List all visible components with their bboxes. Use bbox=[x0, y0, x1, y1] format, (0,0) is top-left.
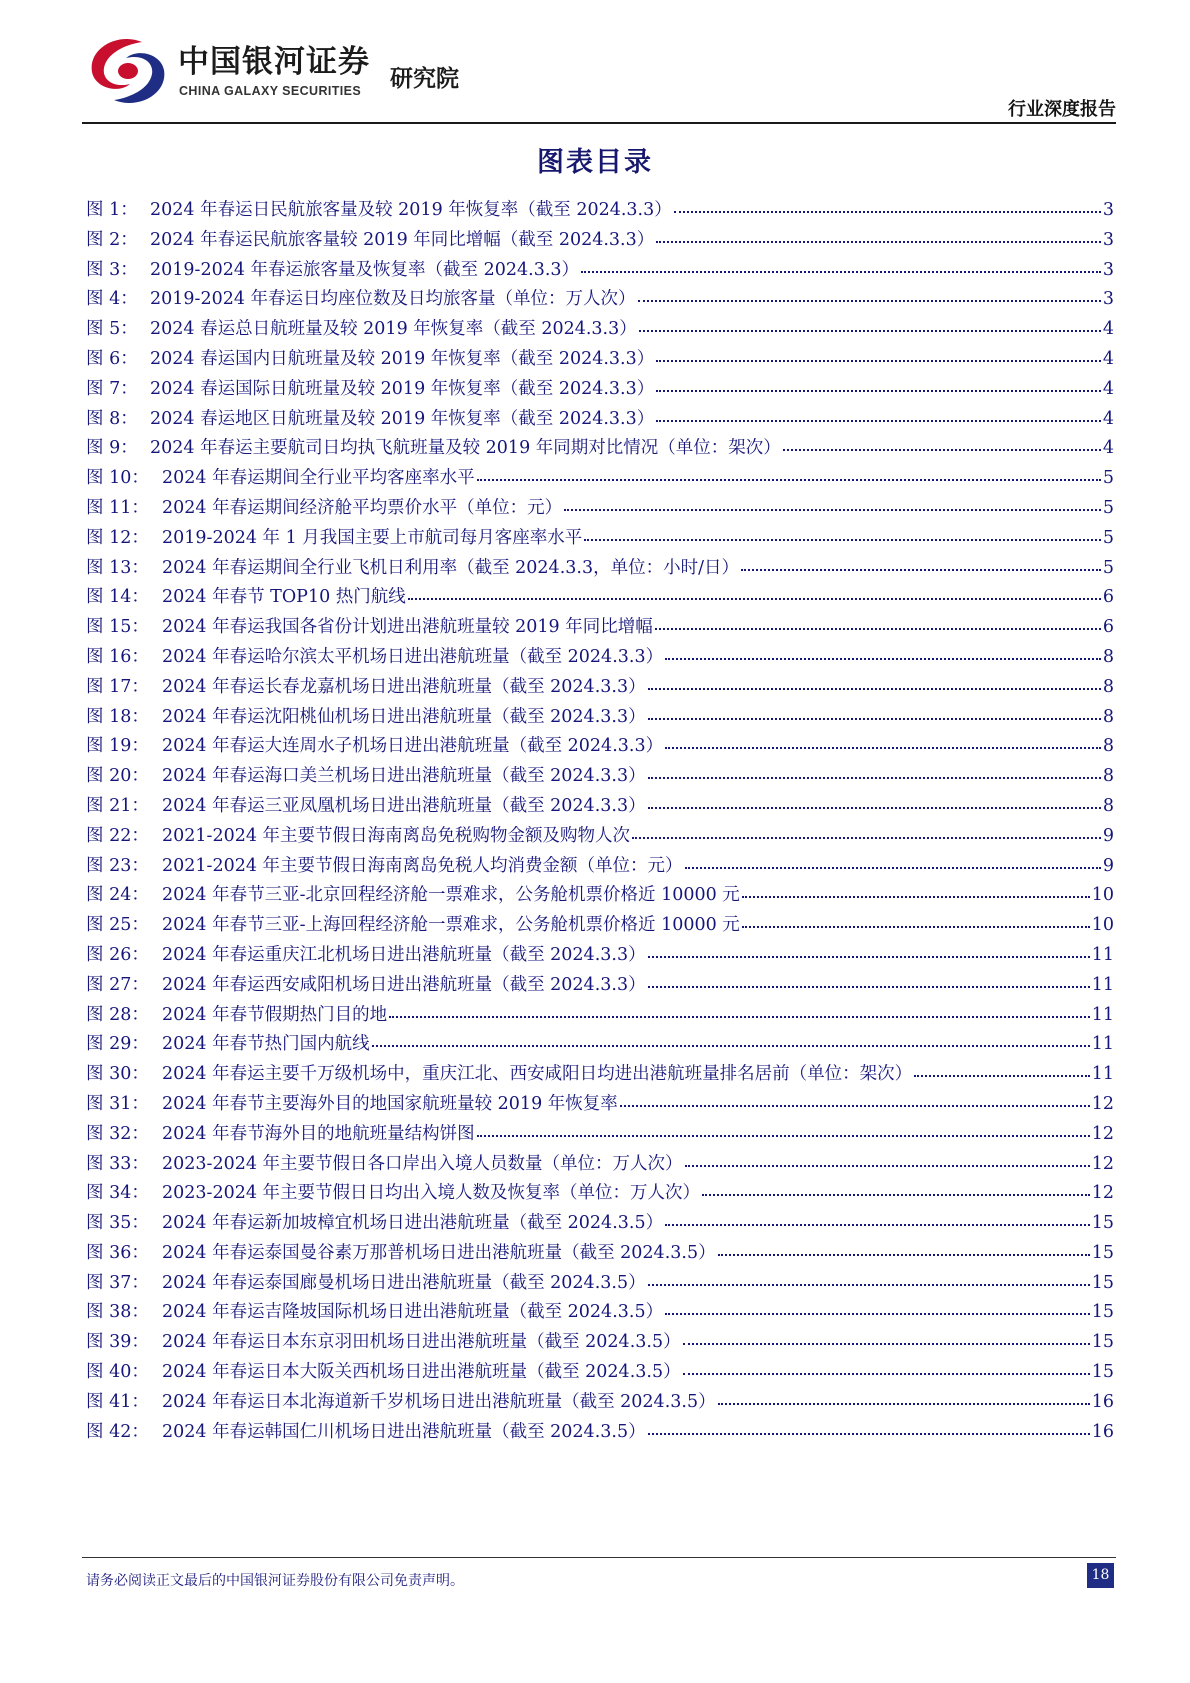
figure-label: 图 34： bbox=[86, 1183, 149, 1204]
figure-title: 2023-2024 年主要节假日各口岸出入境人员数量（单位：万人次） bbox=[162, 1153, 683, 1174]
page-ref: 15 bbox=[1091, 1302, 1114, 1323]
dot-leader bbox=[648, 803, 1101, 809]
report-type: 行业深度报告 bbox=[1008, 99, 1116, 120]
toc-entry[interactable] bbox=[86, 1239, 1114, 1269]
figure-label: 图 18： bbox=[86, 706, 149, 727]
figure-label: 图 39： bbox=[86, 1332, 149, 1353]
dot-leader bbox=[685, 1161, 1090, 1167]
toc-entry[interactable] bbox=[86, 256, 1114, 286]
toc-entry[interactable] bbox=[86, 583, 1114, 613]
toc-entry[interactable] bbox=[86, 613, 1114, 643]
dot-leader bbox=[674, 207, 1101, 213]
toc-entry[interactable] bbox=[86, 941, 1114, 971]
toc-entry[interactable] bbox=[86, 1418, 1114, 1448]
toc-entry[interactable] bbox=[86, 1358, 1114, 1388]
dot-leader bbox=[665, 654, 1101, 660]
figure-label: 图 32： bbox=[86, 1123, 149, 1144]
dot-leader bbox=[648, 952, 1090, 958]
page-ref: 8 bbox=[1102, 676, 1114, 697]
page-ref: 15 bbox=[1091, 1362, 1114, 1383]
page-ref: 4 bbox=[1102, 378, 1114, 399]
figure-title: 2019-2024 年春运旅客量及恢复率（截至 2024.3.3） bbox=[150, 259, 580, 280]
figure-label: 图 31： bbox=[86, 1093, 149, 1114]
page-ref: 4 bbox=[1102, 348, 1114, 369]
figure-title: 2024 年春运日本东京羽田机场日进出港航班量（截至 2024.3.5） bbox=[162, 1332, 681, 1353]
page-ref: 11 bbox=[1091, 974, 1114, 995]
figure-label: 图 38： bbox=[86, 1302, 149, 1323]
figure-label: 图 10： bbox=[86, 468, 149, 489]
dot-leader bbox=[742, 892, 1090, 898]
figure-title: 2024 年春运长春龙嘉机场日进出港航班量（截至 2024.3.3） bbox=[162, 676, 646, 697]
figure-label: 图 24： bbox=[86, 885, 149, 906]
page-ref: 11 bbox=[1091, 1034, 1114, 1055]
page-title: 图表目录 bbox=[537, 147, 653, 178]
figure-title: 2024 春运国内日航班量及较 2019 年恢复率（截至 2024.3.3） bbox=[150, 348, 655, 369]
figure-title: 2024 年春运日民航旅客量及较 2019 年恢复率（截至 2024.3.3） bbox=[150, 200, 672, 220]
page-number: 18 bbox=[1087, 1563, 1114, 1588]
toc-entry[interactable] bbox=[86, 762, 1114, 792]
dot-leader bbox=[742, 922, 1090, 928]
dot-leader bbox=[581, 267, 1101, 273]
figure-title: 2024 年春节三亚-北京回程经济舱一票难求，公务舱机票价格近 10000 元 bbox=[162, 885, 740, 906]
figure-label: 图 41： bbox=[86, 1391, 149, 1412]
toc-entry[interactable] bbox=[86, 852, 1114, 882]
toc-entry[interactable] bbox=[86, 554, 1114, 584]
page-ref: 11 bbox=[1091, 1064, 1114, 1085]
dot-leader bbox=[656, 416, 1101, 422]
figure-label: 图 3： bbox=[86, 259, 138, 280]
dot-leader bbox=[656, 237, 1101, 243]
toc-entry[interactable] bbox=[86, 405, 1114, 435]
figure-label: 图 13： bbox=[86, 557, 149, 578]
figure-title: 2019-2024 年春运日均座位数及日均旅客量（单位：万人次） bbox=[150, 289, 636, 310]
dot-leader bbox=[683, 1339, 1090, 1345]
dot-leader bbox=[372, 1041, 1090, 1047]
figure-title: 2021-2024 年主要节假日海南离岛免税购物金额及购物人次 bbox=[162, 825, 631, 846]
figure-label: 图 4： bbox=[86, 289, 138, 310]
figure-title: 2024 春运国际日航班量及较 2019 年恢复率（截至 2024.3.3） bbox=[150, 378, 655, 399]
figure-title: 2024 年春运大连周水子机场日进出港航班量（截至 2024.3.3） bbox=[162, 736, 664, 757]
figure-label: 图 17： bbox=[86, 676, 149, 697]
dot-leader bbox=[389, 1012, 1090, 1018]
figure-title: 2024 春运总日航班量及较 2019 年恢复率（截至 2024.3.3） bbox=[150, 319, 637, 340]
figure-label: 图 27： bbox=[86, 974, 149, 995]
figure-title: 2024 年春运主要千万级机场中，重庆江北、西安咸阳日均进出港航班量排名居前（单位：架次） bbox=[162, 1064, 913, 1085]
figure-label: 图 37： bbox=[86, 1272, 149, 1293]
page-ref: 4 bbox=[1102, 408, 1114, 429]
page-ref: 3 bbox=[1102, 200, 1114, 220]
galaxy-logo-icon bbox=[84, 36, 170, 106]
page-ref: 16 bbox=[1091, 1421, 1114, 1442]
toc-entry[interactable] bbox=[86, 1120, 1114, 1150]
toc-entry[interactable] bbox=[86, 971, 1114, 1001]
dot-leader bbox=[648, 773, 1101, 779]
figure-title: 2024 年春节主要海外目的地国家航班量较 2019 年恢复率 bbox=[162, 1093, 618, 1114]
figure-title: 2024 年春运海口美兰机场日进出港航班量（截至 2024.3.3） bbox=[162, 766, 646, 787]
brand-name-en: CHINA GALAXY SECURITIES bbox=[179, 84, 362, 98]
toc-entry[interactable] bbox=[86, 911, 1114, 941]
toc-entry[interactable] bbox=[86, 643, 1114, 673]
page-ref: 11 bbox=[1091, 1004, 1114, 1025]
page-header bbox=[82, 32, 1116, 120]
figure-label: 图 21： bbox=[86, 795, 149, 816]
toc-entry[interactable] bbox=[86, 1001, 1114, 1031]
footer-divider bbox=[82, 1557, 1116, 1558]
figure-label: 图 15： bbox=[86, 617, 149, 638]
toc-entry[interactable] bbox=[86, 494, 1114, 524]
page-ref: 4 bbox=[1102, 438, 1114, 459]
figure-label: 图 16： bbox=[86, 646, 149, 667]
dot-leader bbox=[685, 863, 1101, 869]
figure-title: 2019-2024 年 1 月我国主要上市航司每月客座率水平 bbox=[162, 527, 583, 548]
page-ref: 5 bbox=[1102, 497, 1114, 518]
figure-title: 2024 春运地区日航班量及较 2019 年恢复率（截至 2024.3.3） bbox=[150, 408, 655, 429]
figure-label: 图 6： bbox=[86, 348, 138, 369]
dot-leader bbox=[655, 624, 1101, 630]
dot-leader bbox=[665, 1220, 1090, 1226]
dot-leader bbox=[584, 535, 1101, 541]
dot-leader bbox=[656, 356, 1101, 362]
figure-label: 图 36： bbox=[86, 1242, 149, 1263]
toc-entry[interactable] bbox=[86, 881, 1114, 911]
toc-entry[interactable] bbox=[86, 524, 1114, 554]
dot-leader bbox=[914, 1071, 1090, 1077]
figure-title: 2024 年春运西安咸阳机场日进出港航班量（截至 2024.3.3） bbox=[162, 974, 646, 995]
toc-entry[interactable] bbox=[86, 732, 1114, 762]
page-ref: 12 bbox=[1091, 1123, 1114, 1144]
dot-leader bbox=[783, 445, 1101, 451]
toc-entry[interactable] bbox=[86, 1150, 1114, 1180]
dot-leader bbox=[665, 743, 1101, 749]
figure-label: 图 14： bbox=[86, 587, 149, 608]
figure-title: 2024 年春运期间经济舱平均票价水平（单位：元） bbox=[162, 497, 563, 518]
toc-entry[interactable] bbox=[86, 434, 1114, 464]
figure-title: 2024 年春运日本大阪关西机场日进出港航班量（截至 2024.3.5） bbox=[162, 1362, 681, 1383]
figure-label: 图 19： bbox=[86, 736, 149, 757]
dot-leader bbox=[620, 1101, 1090, 1107]
figure-title: 2024 年春运民航旅客量较 2019 年同比增幅（截至 2024.3.3） bbox=[150, 229, 655, 250]
figure-label: 图 11： bbox=[86, 497, 149, 518]
figure-label: 图 26： bbox=[86, 944, 149, 965]
figure-label: 图 7： bbox=[86, 378, 138, 399]
dot-leader bbox=[632, 833, 1101, 839]
toc-entry[interactable] bbox=[86, 196, 1114, 226]
dot-leader bbox=[683, 1369, 1090, 1375]
figure-title: 2024 年春运吉隆坡国际机场日进出港航班量（截至 2024.3.5） bbox=[162, 1302, 664, 1323]
figure-title: 2024 年春节海外目的地航班量结构饼图 bbox=[162, 1123, 475, 1144]
toc-entry[interactable] bbox=[86, 375, 1114, 405]
page-ref: 5 bbox=[1102, 527, 1114, 548]
figure-title: 2024 年春节假期热门目的地 bbox=[162, 1004, 388, 1025]
toc-entry[interactable] bbox=[86, 1090, 1114, 1120]
page-ref: 8 bbox=[1102, 766, 1114, 787]
figure-label: 图 29： bbox=[86, 1034, 149, 1055]
page-ref: 12 bbox=[1091, 1183, 1114, 1204]
page-ref: 8 bbox=[1102, 706, 1114, 727]
dot-leader bbox=[648, 982, 1090, 988]
figure-label: 图 2： bbox=[86, 229, 138, 250]
toc-entry[interactable] bbox=[86, 315, 1114, 345]
figure-label: 图 8： bbox=[86, 408, 138, 429]
dot-leader bbox=[639, 326, 1101, 332]
toc-entry[interactable] bbox=[86, 226, 1114, 256]
dot-leader bbox=[638, 296, 1101, 302]
header-divider bbox=[82, 122, 1116, 124]
figure-label: 图 35： bbox=[86, 1213, 149, 1234]
page-ref: 16 bbox=[1091, 1391, 1114, 1412]
toc-entry[interactable] bbox=[86, 792, 1114, 822]
figure-title: 2024 年春运期间全行业飞机日利用率（截至 2024.3.3，单位：小时/日） bbox=[162, 557, 739, 578]
dot-leader bbox=[648, 684, 1101, 690]
dot-leader bbox=[718, 1250, 1090, 1256]
page-ref: 10 bbox=[1091, 915, 1114, 936]
toc-entry[interactable] bbox=[86, 1328, 1114, 1358]
toc-entry[interactable] bbox=[86, 345, 1114, 375]
figure-label: 图 25： bbox=[86, 915, 149, 936]
page-ref: 12 bbox=[1091, 1153, 1114, 1174]
figure-title: 2024 年春运泰国曼谷素万那普机场日进出港航班量（截至 2024.3.5） bbox=[162, 1242, 716, 1263]
page-ref: 9 bbox=[1102, 855, 1114, 876]
page-ref: 6 bbox=[1102, 617, 1114, 638]
page-ref: 8 bbox=[1102, 795, 1114, 816]
institute-name: 研究院 bbox=[390, 66, 459, 92]
page-ref: 11 bbox=[1091, 944, 1114, 965]
toc-entry[interactable] bbox=[86, 1388, 1114, 1418]
toc-entry[interactable] bbox=[86, 1030, 1114, 1060]
figure-label: 图 23： bbox=[86, 855, 149, 876]
figure-title: 2024 年春运日本北海道新千岁机场日进出港航班量（截至 2024.3.5） bbox=[162, 1391, 716, 1412]
table-of-figures bbox=[86, 196, 1114, 1447]
toc-entry[interactable] bbox=[86, 1298, 1114, 1328]
toc-entry[interactable] bbox=[86, 1179, 1114, 1209]
figure-title: 2024 年春运期间全行业平均客座率水平 bbox=[162, 468, 475, 489]
figure-label: 图 12： bbox=[86, 527, 149, 548]
dot-leader bbox=[648, 714, 1101, 720]
figure-title: 2024 年春运我国各省份计划进出港航班量较 2019 年同比增幅 bbox=[162, 617, 653, 638]
toc-entry[interactable] bbox=[86, 1269, 1114, 1299]
figure-title: 2024 年春运泰国廊曼机场日进出港航班量（截至 2024.3.5） bbox=[162, 1272, 646, 1293]
figure-title: 2024 年春运韩国仁川机场日进出港航班量（截至 2024.3.5） bbox=[162, 1421, 646, 1442]
dot-leader bbox=[648, 1280, 1090, 1286]
page-ref: 15 bbox=[1091, 1272, 1114, 1293]
dot-leader bbox=[477, 475, 1101, 481]
toc-entry[interactable] bbox=[86, 464, 1114, 494]
page-ref: 5 bbox=[1102, 557, 1114, 578]
figure-title: 2024 年春运沈阳桃仙机场日进出港航班量（截至 2024.3.3） bbox=[162, 706, 646, 727]
page-ref: 10 bbox=[1091, 885, 1114, 906]
toc-entry[interactable] bbox=[86, 1209, 1114, 1239]
page-ref: 6 bbox=[1102, 587, 1114, 608]
figure-title: 2024 年春运三亚凤凰机场日进出港航班量（截至 2024.3.3） bbox=[162, 795, 646, 816]
dot-leader bbox=[564, 505, 1101, 511]
toc-entry[interactable] bbox=[86, 703, 1114, 733]
toc-entry[interactable] bbox=[86, 1060, 1114, 1090]
figure-label: 图 28： bbox=[86, 1004, 149, 1025]
dot-leader bbox=[648, 1429, 1090, 1435]
dot-leader bbox=[702, 1190, 1090, 1196]
dot-leader bbox=[665, 1309, 1090, 1315]
figure-title: 2024 年春运主要航司日均执飞航班量及较 2019 年同期对比情况（单位：架次） bbox=[150, 438, 781, 459]
page-ref: 8 bbox=[1102, 646, 1114, 667]
brand-name-cn: 中国银河证券 bbox=[178, 44, 370, 80]
dot-leader bbox=[656, 386, 1101, 392]
figure-label: 图 33： bbox=[86, 1153, 149, 1174]
page-ref: 3 bbox=[1102, 229, 1114, 250]
figure-title: 2024 年春运哈尔滨太平机场日进出港航班量（截至 2024.3.3） bbox=[162, 646, 664, 667]
toc-entry[interactable] bbox=[86, 822, 1114, 852]
figure-label: 图 22： bbox=[86, 825, 149, 846]
figure-title: 2024 年春节热门国内航线 bbox=[162, 1034, 370, 1055]
page-ref: 12 bbox=[1091, 1093, 1114, 1114]
page-ref: 15 bbox=[1091, 1213, 1114, 1234]
toc-entry[interactable] bbox=[86, 285, 1114, 315]
page-ref: 3 bbox=[1102, 259, 1114, 280]
figure-label: 图 5： bbox=[86, 319, 138, 340]
figure-title: 2024 年春运新加坡樟宜机场日进出港航班量（截至 2024.3.5） bbox=[162, 1213, 664, 1234]
dot-leader bbox=[718, 1399, 1090, 1405]
dot-leader bbox=[741, 565, 1101, 571]
figure-label: 图 20： bbox=[86, 766, 149, 787]
figure-label: 图 9： bbox=[86, 438, 138, 459]
figure-label: 图 1： bbox=[86, 200, 138, 220]
figure-label: 图 30： bbox=[86, 1064, 149, 1085]
figure-title: 2024 年春节 TOP10 热门航线 bbox=[162, 587, 406, 608]
figure-title: 2024 年春运重庆江北机场日进出港航班量（截至 2024.3.3） bbox=[162, 944, 646, 965]
figure-label: 图 42： bbox=[86, 1421, 149, 1442]
page-ref: 15 bbox=[1091, 1242, 1114, 1263]
page-ref: 5 bbox=[1102, 468, 1114, 489]
figure-label: 图 40： bbox=[86, 1362, 149, 1383]
figure-title: 2021-2024 年主要节假日海南离岛免税人均消费金额（单位：元） bbox=[162, 855, 683, 876]
page-ref: 3 bbox=[1102, 289, 1114, 310]
page-ref: 4 bbox=[1102, 319, 1114, 340]
page-ref: 8 bbox=[1102, 736, 1114, 757]
figure-title: 2023-2024 年主要节假日日均出入境人数及恢复率（单位：万人次） bbox=[162, 1183, 701, 1204]
footer-disclaimer: 请务必阅读正文最后的中国银河证券股份有限公司免责声明。 bbox=[86, 1573, 464, 1589]
toc-entry[interactable] bbox=[86, 673, 1114, 703]
page-ref: 15 bbox=[1091, 1332, 1114, 1353]
dot-leader bbox=[477, 1131, 1090, 1137]
dot-leader bbox=[408, 594, 1101, 600]
page-ref: 9 bbox=[1102, 825, 1114, 846]
figure-title: 2024 年春节三亚-上海回程经济舱一票难求，公务舱机票价格近 10000 元 bbox=[162, 915, 740, 936]
